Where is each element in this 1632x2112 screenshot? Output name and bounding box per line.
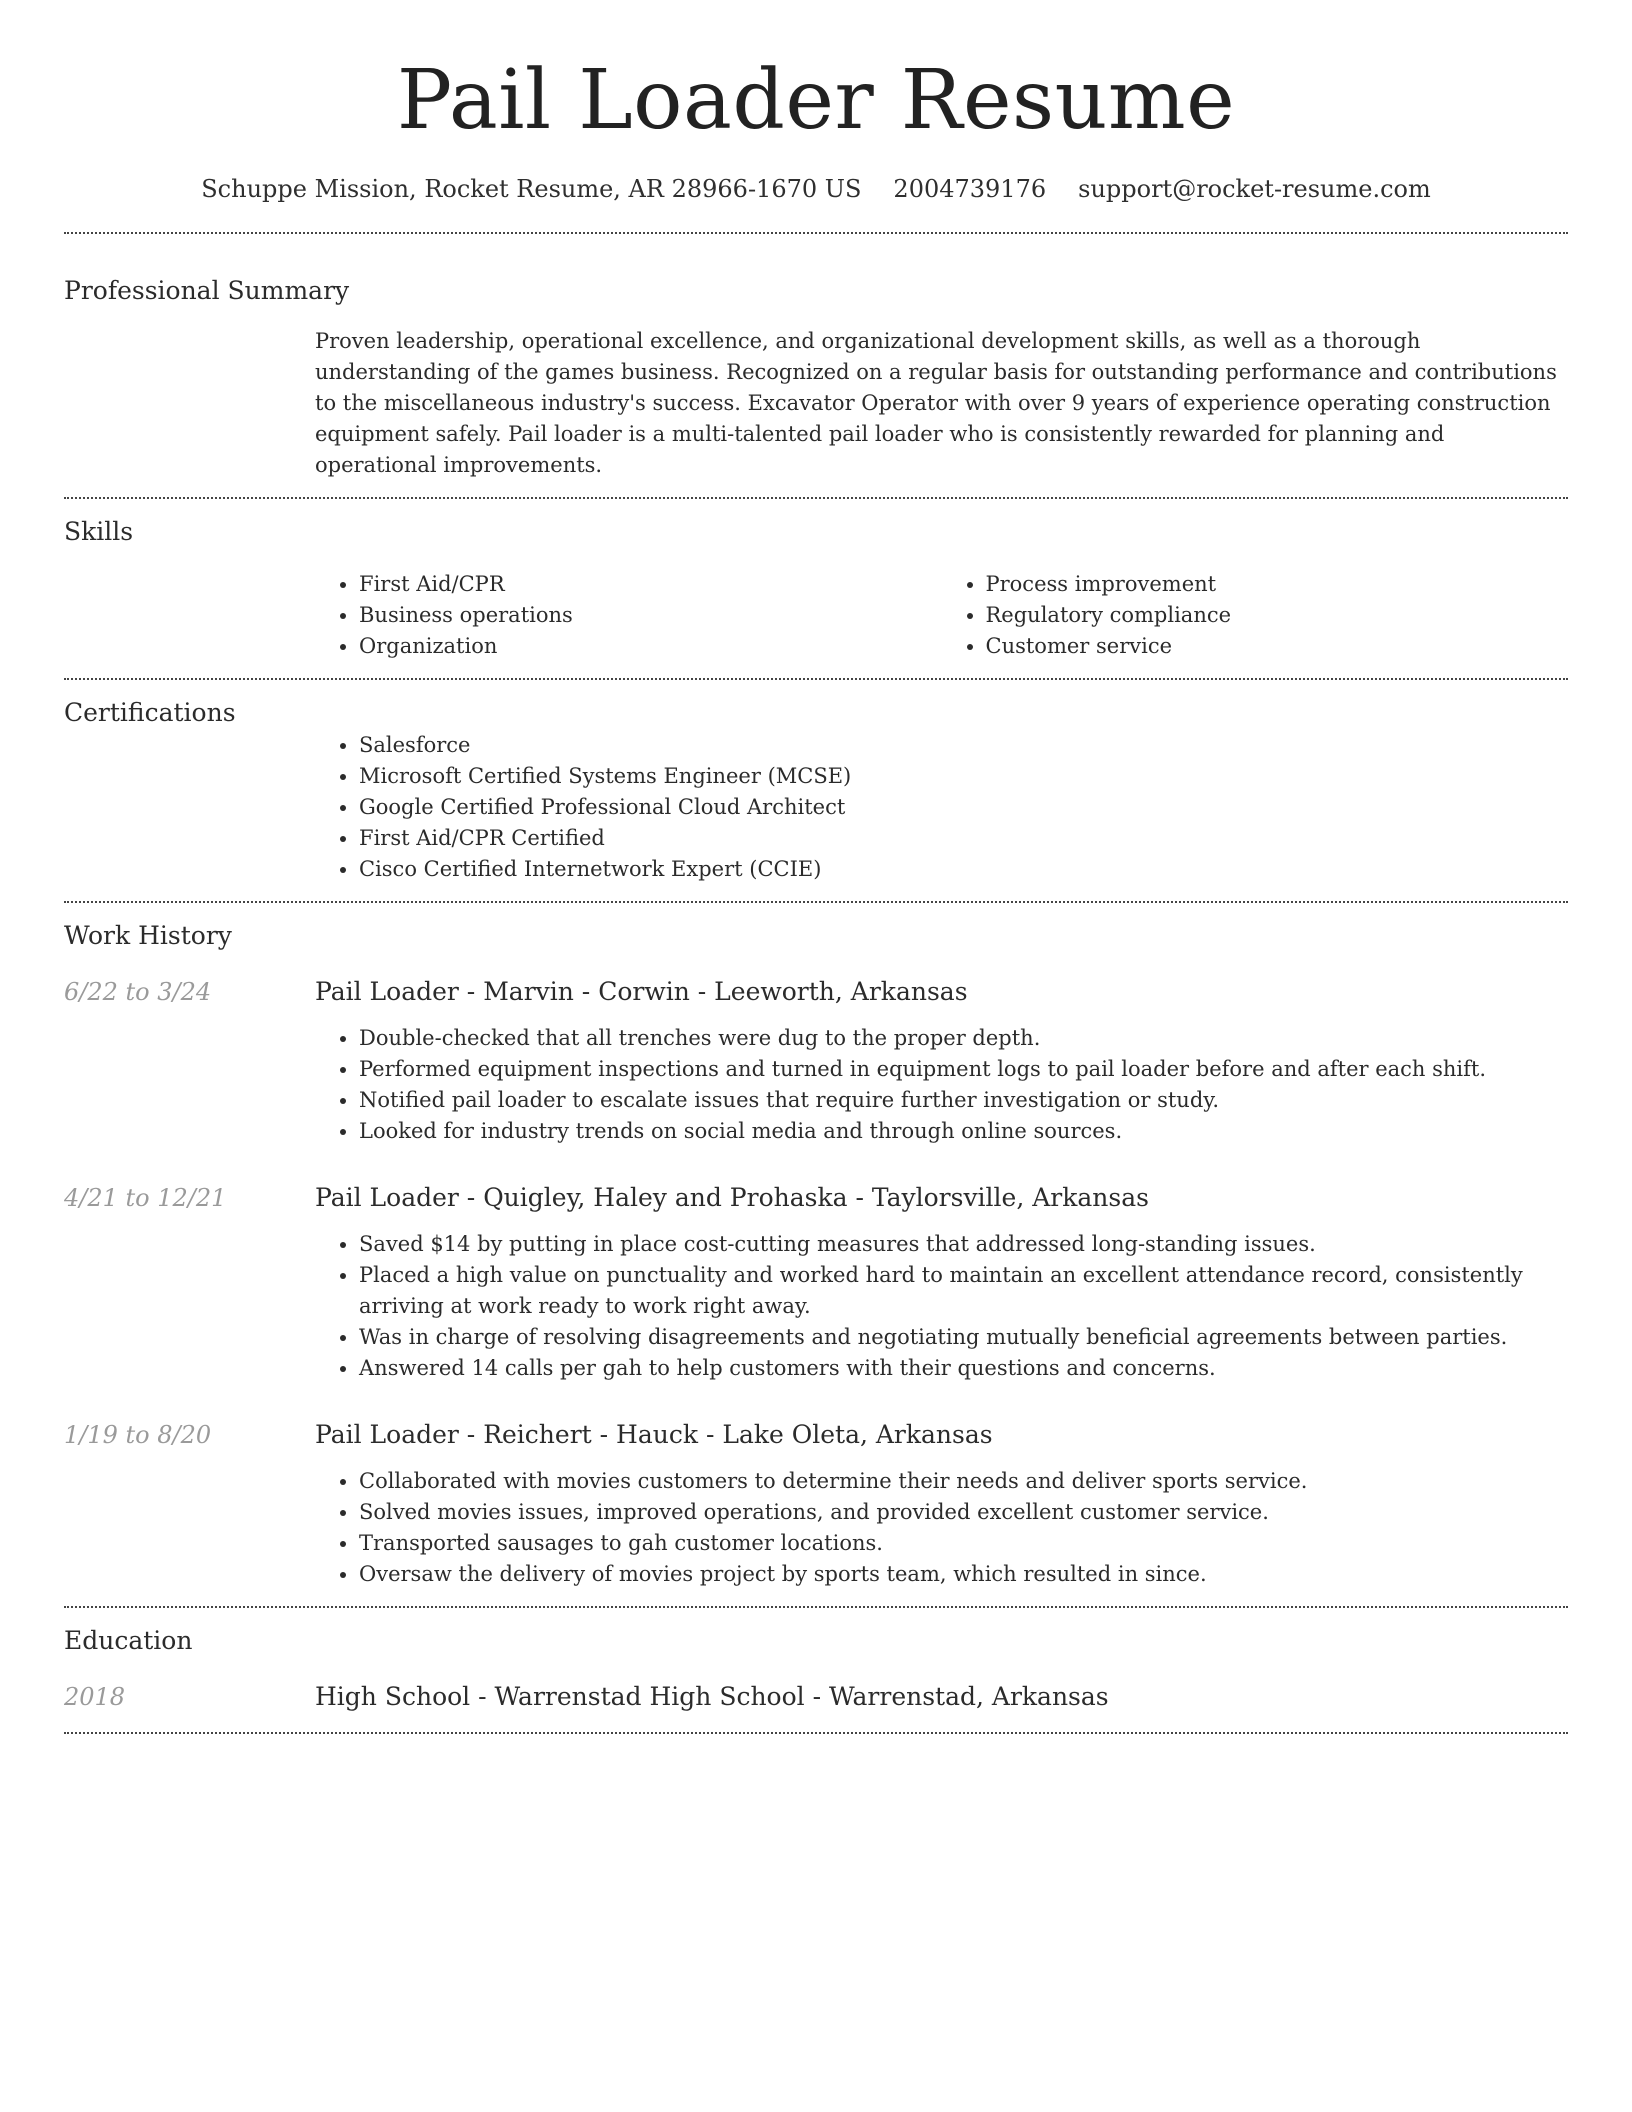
job-bullets	[315, 1466, 1568, 1590]
contact-address: Schuppe Mission, Rocket Resume, AR 28966-1670 US	[201, 175, 862, 203]
skills-heading: Skills	[64, 517, 134, 546]
job-bullet: • Collaborated with movies customers to determine their needs and deliver sports service.	[359, 1466, 1568, 1497]
job-bullet: • Double-checked that all trenches were dug to the proper depth.	[359, 1023, 1568, 1054]
job-bullet: • Transported sausages to gah customer locations.	[359, 1528, 1568, 1559]
skill-item: • First Aid/CPR	[359, 569, 942, 600]
work-history-section	[64, 903, 1568, 1608]
job-entry	[64, 1181, 1568, 1384]
skills-list-right	[942, 569, 1569, 662]
skill-item: • Business operations	[359, 600, 942, 631]
certification-item: • Cisco Certified Internetwork Expert (CCIE)	[359, 854, 1568, 885]
skills-section	[64, 499, 1568, 680]
job-bullet: • Placed a high value on punctuality and worked hard to maintain an excellent attendance record, consistently arriving at work ready to work right away.	[359, 1260, 1568, 1322]
job-entry	[64, 975, 1568, 1147]
contact-email: support@rocket-resume.com	[1078, 175, 1431, 203]
skills-list-left	[315, 569, 942, 662]
skill-item: • Organization	[359, 631, 942, 662]
job-bullet: • Answered 14 calls per gah to help customers with their questions and concerns.	[359, 1353, 1568, 1384]
job-bullet: • Saved $14 by putting in place cost-cutting measures that addressed long-standing issues.	[359, 1229, 1568, 1260]
education-year: 2018	[64, 1683, 126, 1711]
resume-title: Pail Loader Resume	[396, 53, 1236, 148]
certifications-list	[315, 730, 1568, 885]
job-dates: 6/22 to 3/24	[64, 978, 212, 1006]
certifications-heading: Certifications	[64, 698, 236, 727]
education-entry	[64, 1680, 1568, 1714]
job-bullet: • Notified pail loader to escalate issues that require further investigation or study.	[359, 1085, 1568, 1116]
certification-item: • Salesforce	[359, 730, 1568, 761]
job-bullet: • Was in charge of resolving disagreements and negotiating mutually beneficial agreements between parties.	[359, 1322, 1568, 1353]
skills-grid	[315, 569, 1568, 662]
contact-phone: 2004739176	[893, 175, 1047, 203]
job-bullets	[315, 1229, 1568, 1384]
job-bullets	[315, 1023, 1568, 1147]
work-history-heading: Work History	[64, 921, 232, 950]
job-title: Pail Loader - Marvin - Corwin - Leeworth, Arkansas	[315, 977, 968, 1006]
education-heading: Education	[64, 1626, 193, 1655]
job-dates: 4/21 to 12/21	[64, 1184, 227, 1212]
education-title: High School - Warrenstad High School - Warrenstad, Arkansas	[315, 1682, 1109, 1711]
certifications-section	[64, 680, 1568, 903]
summary-section	[64, 234, 1568, 499]
summary-text: Proven leadership, operational excellence, and organizational development skills, as well as a thorough understanding of the games business. Recognized on a regular basis for outstanding performance and contributions to the miscellaneous industry's success. Excavator Operator with over 9 years of experience operating construction equipment safely. Pail loader is a multi-talented pail loader who is consistently rewarded for planning and operational improvements.	[315, 329, 1557, 477]
job-dates: 1/19 to 8/20	[64, 1421, 212, 1449]
skill-item: • Process improvement	[986, 569, 1569, 600]
certification-item: • First Aid/CPR Certified	[359, 823, 1568, 854]
certification-item: • Google Certified Professional Cloud Architect	[359, 792, 1568, 823]
job-bullet: • Solved movies issues, improved operations, and provided excellent customer service.	[359, 1497, 1568, 1528]
job-bullet: • Oversaw the delivery of movies project by sports team, which resulted in since.	[359, 1559, 1568, 1590]
skill-item: • Regulatory compliance	[986, 600, 1569, 631]
job-bullet: • Looked for industry trends on social media and through online sources.	[359, 1116, 1568, 1147]
certification-item: • Microsoft Certified Systems Engineer (MCSE)	[359, 761, 1568, 792]
job-bullet: • Performed equipment inspections and turned in equipment logs to pail loader before and after each shift.	[359, 1054, 1568, 1085]
job-title: Pail Loader - Quigley, Haley and Prohaska - Taylorsville, Arkansas	[315, 1183, 1149, 1212]
education-section	[64, 1608, 1568, 1734]
job-title: Pail Loader - Reichert - Hauck - Lake Oleta, Arkansas	[315, 1420, 993, 1449]
skill-item: • Customer service	[986, 631, 1569, 662]
contact-line	[64, 172, 1568, 234]
job-entry	[64, 1418, 1568, 1590]
summary-heading: Professional Summary	[64, 276, 350, 305]
